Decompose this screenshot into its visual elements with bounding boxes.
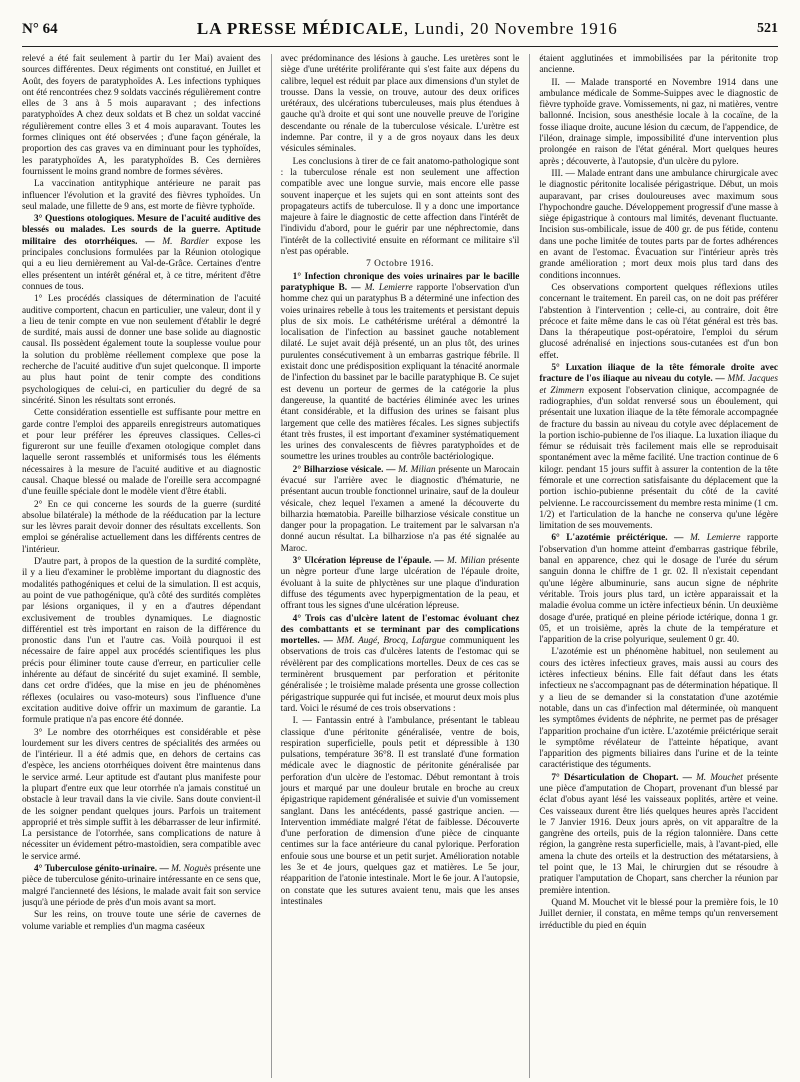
paragraph: I. — Fantassin entré à l'ambulance, présentant le tableau classique d'une péritonite généralisée, ventre de bois, respiration superficielle, pouls petit et dépressible à 130 pulsations, température 36°8. Il est translaté d'une formation médicale avec le diagnostic de péritonite généralisée par perforation d'un ulcère de l'estomac. Début remontant à trois jours et marqué par une douleur brutale en broche au creux épigastrique rapidement généralisée et suivie d'un vomissement sanglant. Dans les antécédents, passé gastrique ancien. — Intervention immédiate malgré l'état de faiblesse. Découverte d'une perforation de dimension d'une pièce de cinquante centimes sur la face antérieure du canal pylorique. Perforation enfouie sous une bourse et un petit surjet. Amélioration notable les 3e et 4e jours, quelques gaz et matières. Le 5e jour, réapparition de l'atonie intestinale. Mort le 6e jour. A l'autopsie, on constate que les sutures avaient tenu, mais que les anses intestinales — [280, 716, 520, 907]
paragraph: La vaccination antityphique antérieure ne parait pas influencer l'évolution et la gravité des fièvres typhoïdes. Un seul malade, une fillette de 9 ans, est morte de fièvre typhoïde. — [22, 179, 261, 212]
section-author: M. Lemierre — [690, 533, 741, 544]
paragraph: 2° En ce qui concerne les sourds de la guerre (surdité absolue bilatérale) la méthode de la rééducation par la lecture sur les lèvres parait devoir donner des résultats excellents. Son emploi se généralise actuellement dans les différents centres de l'intérieur. — [22, 499, 261, 555]
section-author: M. Lemierre — [364, 282, 413, 293]
section-text: présente une pièce d'amputation de Chopart, provenant d'un blessé par éclat d'obus ayant lésé les vaisseaux poplités, artère et veine. Ces vaisseaux durent être liés quelques heures après l'accident le 7 Janvier 1916. Deux jours après, on vit apparaître de la gangrène des orteils, puis de la région talonnière. Dans cette région, la gangrène resta superficielle, mais, à l'avant-pied, elle amena la chute des orteils et la destruction des métatarsiens, à tel point que, le 13 Mai, le chirurgien dut se résoudre à pratiquer l'amputation de Chopart, sans chercher la réunion par première intention. — [539, 772, 779, 896]
column-2 — [271, 54, 520, 1078]
section-azotemia — [539, 533, 778, 646]
section-author: M. Milian — [398, 464, 436, 475]
paragraph: II. — Malade transporté en Novembre 1914 dans une ambulance médicale de Somme-Suippes avec le diagnostic de fièvre typhoïde grave. Vomissements, ni gaz, ni matières, ventre ballonné. Incision, sous anesthésie locale à la cocaïne, de la fosse iliaque droite, aucune lésion du cæcum, de l'appendice, de l'iléon, drainage simple, impossibilité d'une intervention plus prolongée en raison de l'état général. Mort quelques heures après ; découverte, à l'autopsie, d'un ulcère du pylore. — [539, 77, 779, 167]
section-title: 4° Tuberculose génito-urinaire. — — [34, 864, 169, 875]
header-rule — [22, 46, 778, 47]
issue-number: N° 64 — [22, 20, 58, 37]
section-text: rapporte l'observation d'un homme chez qui un paratyphus B a déterminé une infection des voies urinaires rebelle à tous les traitements et persistant depuis plus de six mois. Le cathétérisme urétéral a démontré la localisation de l'infection au bassinet gauche notablement dilaté. Le sujet avait déjà présenté, un an plus tôt, des urines purulentes consécutivement à un embarras gastrique fébrile. Il existait donc une prédisposition expliquant la ténacité anormale de l'infection du bassinet par le bacille paratyphique B. Ce sujet est devenu un porteur de germes de la catégorie la plus dangereuse, la quantité de bactéries éliminée avec les urines étant considérable, et la diffusion des urines se faisant plus largement que celle des matières fécales. Les signes subjectifs étant très frustes, il est important d'examiner systématiquement les urines des convalescents de fièvres paratyphoïdes et de soumettre les urines troubles au contrôle bactériologique. — [280, 282, 520, 463]
section-text: présente une pièce de tuberculose génito-urinaire intéressante en ce sens que, malgré l'ancienneté des lésions, le malade avait fait son service jusqu'à une période de près d'un mois avant sa mort. — [22, 864, 261, 908]
section-title: 2° Bilharziose vésicale. — — [292, 464, 396, 475]
paragraph: 3° Le nombre des otorrhéiques est considérable et pèse lourdement sur les divers centres de spécialités des armées ou de l'intérieur. Il a été admis que, en dehors de certains cas d'espèce, les anciens otorrhéiques doivent être maintenus dans le service armé. Leur aptitude est d'autant plus manifeste pour la plupart d'entre eux que leur otorrhée n'a jamais constitué un obstacle à leur travail dans la vie civile. Sans doute convient-il de les soigner pendant quelques jours. Parfois un traitement approprié et très simple suffit à les débarrasser de leur infirmité. La persistance de l'otorrhée, sans complications de nature à nécessiter un évidement pétro-mastoïdien, sera compatible avec le service armé. — [22, 727, 261, 862]
text-columns — [22, 54, 778, 1078]
paragraph: Cette considération essentielle est suffisante pour mettre en garde contre l'emploi des appareils enregistreurs automatiques et pour leur préférer les épreuves classiques. Celles-ci figureront sur une feuille d'examen otologique complet dans laquelle seront rassemblés et uniformisés tous les éléments nécessaires à la mesure de l'acuité auditive et au diagnostic causal. Chaque blessé ou malade de l'oreille sera accompagné d'une feuille spéciale dont le modèle vient d'être établi. — [22, 408, 261, 498]
section-title: 6° L'azotémie préictérique. — — [551, 533, 684, 544]
section-otology — [22, 214, 261, 293]
page-number: 521 — [756, 21, 778, 36]
paragraph: L'azotémie est un phénomène habituel, non seulement au cours des ictères infectieux graves, mais aussi au cours des ictères infectieux bénins. Elle fait défaut dans les états infectieux ne s'accompagnant pas de détermination hépatique. Il y a lieu de se demander si la constatation d'une azotémie notable, dans un cas d'infection mal déterminée, où manquent les symptômes évidents de néphrite, ne permet pas de présager l'apparition prochaine d'un ictère. L'azotémie préictérique serait le symptôme révélateur de l'atteinte hépatique, avant l'apparition des pigments biliaires dans l'urine et de la teinte caractéristique des téguments. — [539, 647, 779, 771]
section-chopart — [539, 773, 778, 897]
section-text: présente un nègre porteur d'une large ulcération de l'épaule droite, évoluant à la suite de phlyctènes sur une plaque d'induration diffuse des téguments avec hyperpigmentation de la peau, et offrant tous les signes d'une ulcération lépreuse. — [280, 556, 520, 612]
column-3 — [529, 54, 778, 1078]
section-author: MM. Jacques et Zimmern — [539, 374, 778, 396]
section-text: exposent l'observation clinique, accompagnée de radiographies, d'un soldat renversé sous un éboulement, qui présentait une luxation iliaque de la tête fémorale accompagnée de fracture du bassin au niveau du cotyle avec déplacement de la portion ischio-pubienne de l'os iliaque. La luxation iliaque du fémur se réduisait très facilement mais elle se reproduisait spontanément avec la même facilité. Une traction continue de 6 kilogr. pendant 15 jours suffit à assurer la contention de la tête fémorale et une correction satisfaisante du déplacement que la portion ischio-pubienne présentait du côté de la cavité pelvienne. Le raccourcissement du membre resta minime (1 cm. 1/2) et l'articulation de la hanche ne conserva qu'une légère limitation de ses mouvements. — [539, 385, 779, 532]
paragraph: III. — Malade entrant dans une ambulance chirurgicale avec le diagnostic péritonite localisée périgastrique. Début, un mois auparavant, par crises douloureuses avec maximum sous l'hypochondre gauche. Développement progressif d'une masse à siège épigastrique à contours mal limités, devenant fluctuante. Incision sus-ombilicale, issue de 400 gr. de pus fétide, contenu dans une poche limitée de toutes parts par de fortes adhérences en avant de l'estomac. Évacuation sur l'intérieur après très grande amélioration ; mort deux mois plus tard dans des conditions inconnues. — [539, 168, 779, 281]
journal-date: , Lundi, 20 Novembre 1916 — [403, 19, 618, 38]
section-text: expose les principales conclusions formulées par la Réunion otologique qui a eu lieu dernièrement au Val-de-Grâce. Certaines d'entre elles présentent un intérêt général et, à ce titre, méritent d'être connues de tous. — [22, 236, 261, 292]
section-author: M. Noguès — [171, 864, 212, 875]
paragraph: D'autre part, à propos de la question de la surdité complète, il y a lieu d'examiner le problème important du diagnostic des modalités pathogéniques et celui de la simulation. Il est acquis, au point de vue pathogénique, qu'à côté des surdités complètes par lésions organiques, il y en a d'autres dépendant exclusivement de troubles dynamiques. Le diagnostic différentiel est très important en raison de la différence du pronostic dans l'un et l'autre cas. Voilà pourquoi il est nécessaire de faire appel aux procédés scientifiques les plus précis pour éliminer toute cause d'erreur, en particulier celle inhérente au défaut de sincérité du sujet examiné. Il semble, dans cet ordre d'idées, que la mise en jeu de phénomènes réflexes (oculaires ou vaso-moteurs) sous l'influence d'une excitation auditive doive offrir un maximum de garantie. La formule pratique n'a pas encore été donnée. — [22, 557, 261, 726]
section-text: communiquent les observations de trois cas d'ulcères latents de l'estomac qui se révèlèrent par des complications mortelles. Deux de ces cas se terminèrent brusquement par perforation et péritonite généralisée ; le troisième malade présenta une grosse collection périgastrique suppurée qui fut incisée, et mourut deux mois plus tard. Voici le résumé de ces trois observations : — [280, 636, 520, 714]
section-text: rapporte l'observation d'un homme atteint d'embarras gastrique fébrile, banal en apparence, chez qui le dosage de l'urée du sérum sanguin donna le chiffre de 1 gr. 02. Il n'existait cependant qu'une légère albuminurie, sans aucun signe de néphrite véritable. Trois jours plus tard, un ictère apparaissait et la maladie évolua comme un ictère infectieux bénin. Un deuxième dosage d'urée, pratiqué en pleine période ictérique, donna 1 gr. 05, et un troisième, après la chute de la température et l'apparition de la crise polyurique, seulement 0 gr. 40. — [539, 533, 779, 646]
session-date: 7 Octobre 1916. — [366, 259, 434, 270]
column-1 — [22, 54, 261, 1078]
section-title: 7° Désarticulation de Chopart. — — [551, 772, 692, 783]
section-gastric-ulcer — [281, 614, 520, 716]
paragraph: Quand M. Mouchet vit le blessé pour la première fois, le 10 Juillet dernier, il constata, en même temps qu'un renversement irréductible du pied en équin — [539, 897, 779, 931]
page-header — [22, 14, 778, 44]
section-author: MM. Augé, Brocq, Lafargue — [336, 636, 446, 647]
paragraph: 1° Les procédés classiques de détermination de l'acuité auditive comportent, chacun en particulier, une valeur, dont il y a lieu de tenir compte en vue non seulement d'établir le degré de surdité, mais aussi de donner une base solide au diagnostic causal. Ils possèdent également toute la souplesse voulue pour la solution du problème réellement complexe que pose la recherche de l'acuité auditive d'un sujet quelconque. Il importe au plus haut point de tenir compte des conditions psychologiques de celui-ci, en particulier du degré de sa sincérité. Sinon les résultats sont erronés. — [22, 294, 261, 406]
paragraph: relevé a été fait seulement à partir du 1er Mai) avaient des sources différentes. Deux régiments ont constitué, en Juillet et Août, des foyers de paratyphoïdes A. Les infections typhiques ont été rencontrées chez 9 soldats vaccinés régulièrement contre elles de 3 ans à 5 mois auparavant ; des infections paratyphoïdes A chez deux soldats et B chez un soldat vacciné régulièrement contre elles 3 et 4 mois auparavant. Toutes les formes cliniques ont été observées ; d'une façon générale, la proportion des cas graves va en diminuant pour les typhoïdes, les paratyphoïdes A, les paratyphoïdes B. Ces dernières fournissent le moins grand nombre de formes sévères. — [22, 54, 261, 177]
paragraph: Les conclusions à tirer de ce fait anatomo-pathologique sont : la tuberculose rénale est non seulement une affection compatible avec une longue survie, mais encore elle passe souvent inaperçue et les sujets qui en sont atteints sont des propagateurs actifs de tuberculose. Il y a donc une importance majeure à faire le diagnostic de cette affection dans l'intérêt de l'individu d'abord, pour le guérir par une néphrectomie, dans l'intérêt de la collectivité ensuite en réformant ce militaire s'il n'est pas opérable. — [280, 156, 520, 258]
section-author: M. Milian — [447, 556, 486, 567]
paragraph: Ces observations comportent quelques réflexions utiles concernant le traitement. En pareil cas, on ne doit pas préférer l'abstention à l'intervention ; celle-ci, au contraire, doit être précoce et faite même dans le cas où l'état général est très bas. Dans la thérapeutique post-opératoire, l'emploi du sérum glucosé adrénalisé en injections sous-cutanées est d'un bon effet. — [539, 282, 779, 361]
section-title: 1° Infection chronique des voies urinaires par le bacille paratyphique B. — — [280, 271, 520, 293]
section-bilharziasis — [281, 465, 520, 555]
section-title: 4° Trois cas d'ulcère latent de l'estomac évoluant chez des combattants et se terminant par des complications mortelles. — — [280, 613, 520, 647]
paragraph: avec prédominance des lésions à gauche. Les uretères sont le siège d'une urétérite proliférante qui s'est faite aux dépens du calibre, lequel est réduit par place aux dimensions d'un stylet de trousse. Dans la vessie, on trouve, autour des deux orifices urétéraux, des ulcérations tuberculeuses, mais plus étendues à gauche qu'à droite et qui sont une nouvelle preuve de l'origine descendante ou rénale de la tuberculose vésicale. L'urètre est indemne. Par contre, il y a de gros noyaux dans les deux vésicules séminales. — [280, 54, 520, 155]
section-title: 5° Luxation iliaque de la tête fémorale droite avec fracture de l'os iliaque au niveau du cotyle. — — [539, 363, 779, 385]
journal-name: LA PRESSE MÉDICALE — [196, 19, 404, 38]
section-author: M. Mouchet — [696, 772, 743, 783]
section-leprous-ulcer — [281, 556, 520, 612]
section-title: 3° Ulcération lépreuse de l'épaule. — — [292, 556, 444, 567]
section-hip-luxation — [539, 363, 778, 532]
section-author: M. Bardier — [162, 236, 209, 247]
section-urinary-infection — [281, 272, 520, 464]
section-text: présente un Marocain évacué sur l'arrière avec le diagnostic d'hématurie, ne présentant aucun trouble fonctionnel urinaire, sauf de la douleur vésicale, chez lequel l'examen a amené la découverte du bilharzia hœmatobia. Pareille bilharziose vésicale constitue un danger pour la propagation. Le traitement par le salvarsan n'a donné aucun résultat. La bilharziose n'a pas été signalée au Maroc. — [280, 464, 520, 554]
section-title: 3° Questions otologiques. Mesure de l'acuité auditive des blessés ou malades. Les sourds de la guerre. Aptitude militaire des otorrhéiques. — — [22, 214, 261, 247]
section-tuberculosis — [22, 864, 261, 909]
journal-title — [197, 19, 618, 39]
paragraph: étaient agglutinées et immobilisées par la péritonite trop ancienne. — [539, 54, 779, 76]
paragraph: Sur les reins, on trouve toute une série de cavernes de volume variable et remplies d'un magma caséeux — [22, 910, 261, 932]
